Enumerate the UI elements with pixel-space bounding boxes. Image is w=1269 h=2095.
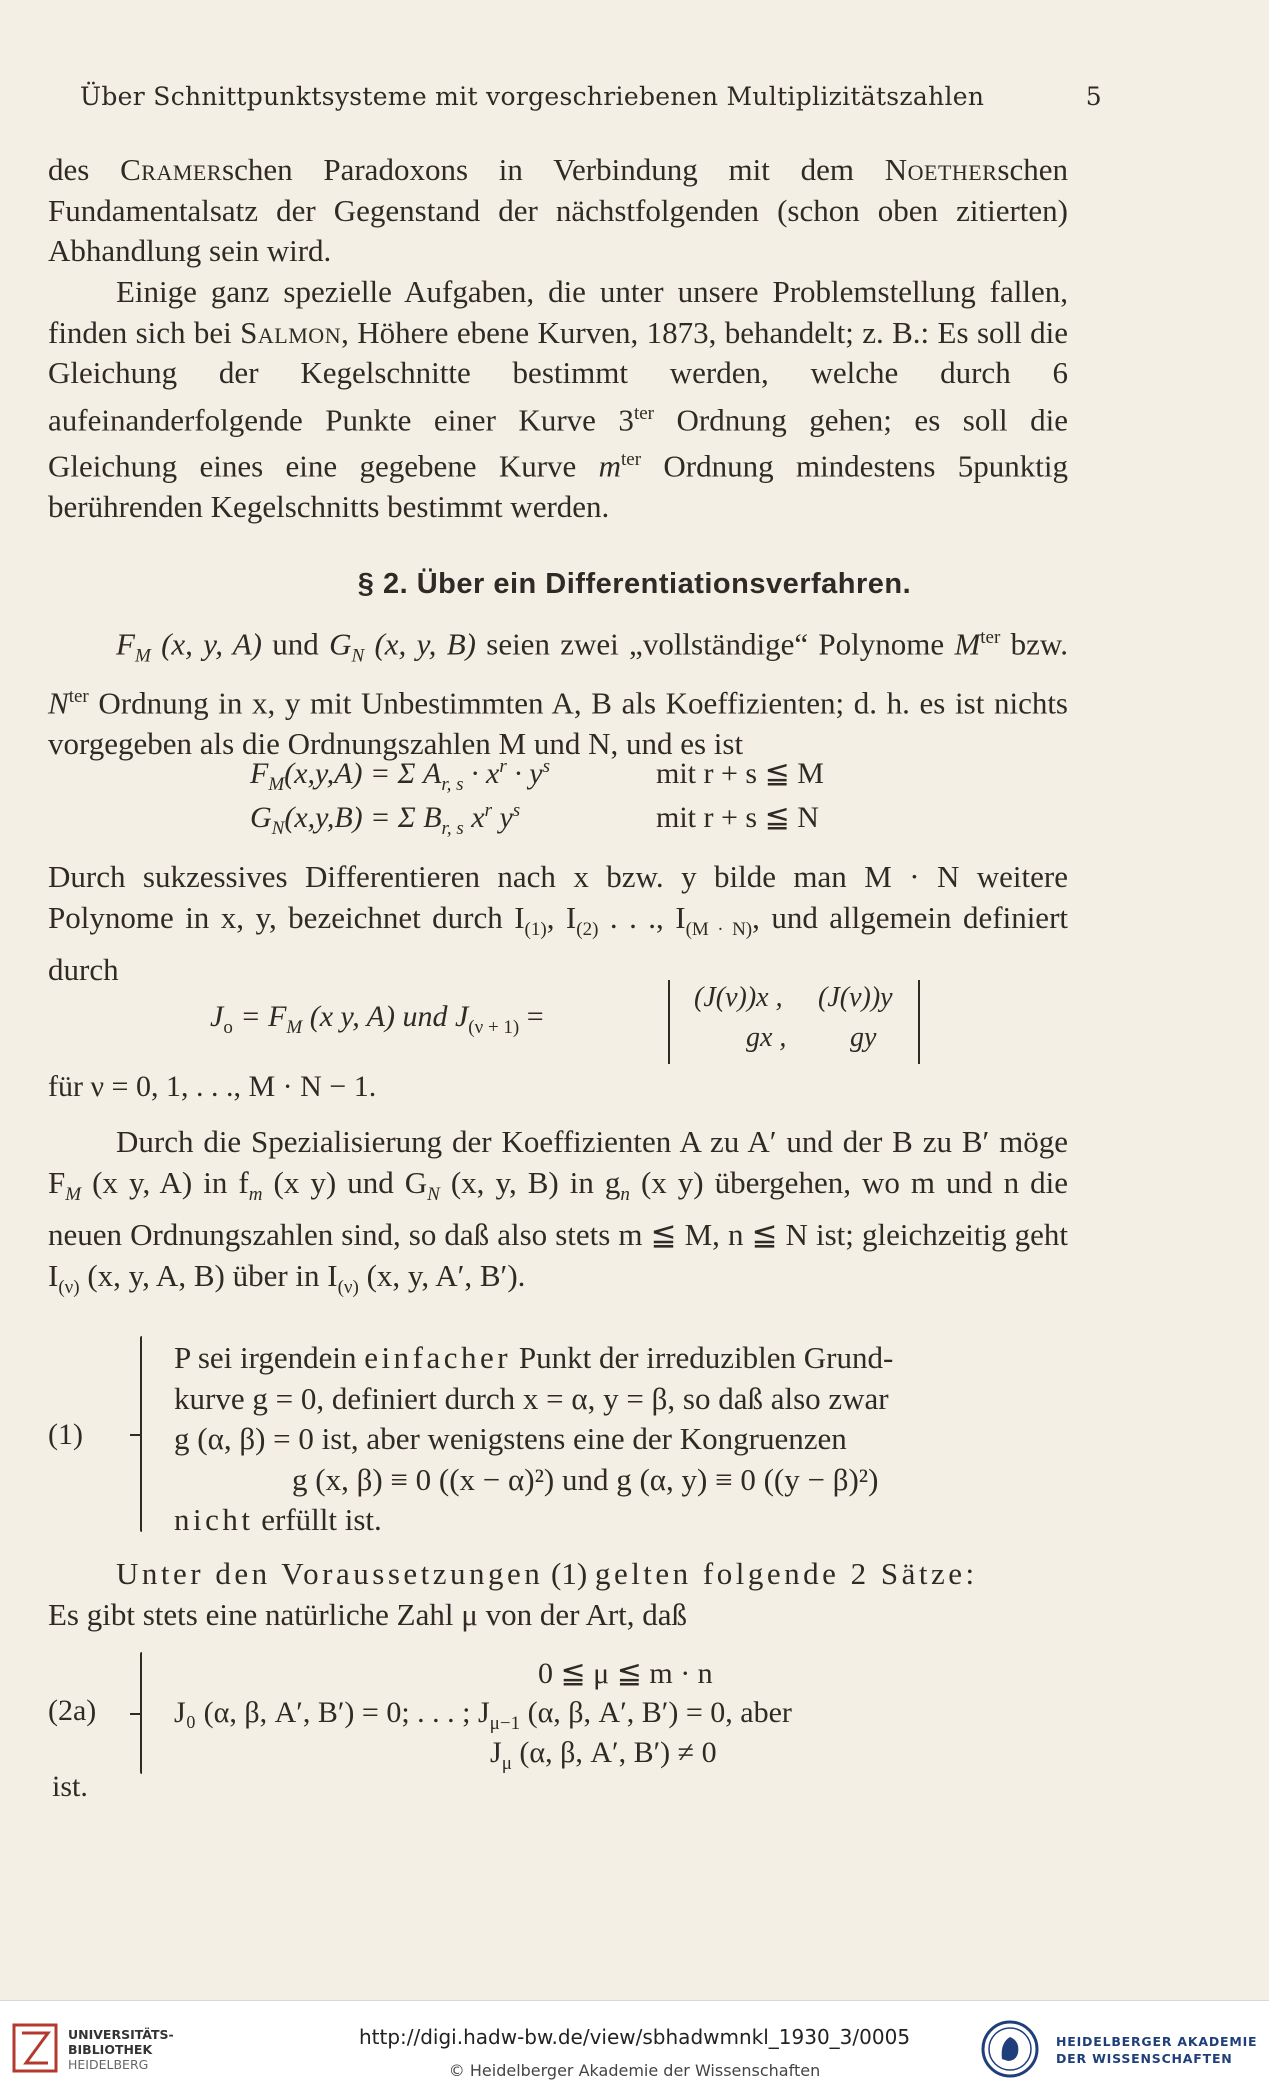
hadw-logo-link[interactable]: [980, 2019, 1260, 2079]
condition-2a-line1: 0 ≦ μ ≦ m · n: [538, 1657, 713, 1690]
condition-1-label: (1): [48, 1418, 83, 1451]
condition-1: P sei irgendein einfacher Punkt der irreduziblen Grund- kurve g = 0, definiert durch x = α, y = β, so daß also zwar g (α, β) = 0 ist, aber wenigstens eine der Kongruenzen g (x, β) ≡ 0 ((x − α)²) und g (α, y) ≡ 0 ((y − β)²) nicht erfüllt ist.: [174, 1340, 894, 1537]
copyright-text: © Heidelberger Akademie der Wissenschaften: [448, 2061, 821, 2080]
hadw-name: HEIDELBERGER AKADEMIE DER WISSENSCHAFTEN: [1056, 2034, 1258, 2066]
section-heading: § 2. Über ein Differentiationsverfahren.: [357, 568, 912, 600]
paragraph-2: Einige ganz spezielle Aufgaben, die unter unsere Problemstellung fallen, finden sich bei Salmon, Höhere ebene Kurven, 1873, behandelt; z. B.: Es soll die Gleichung der Kegelschnitte bestimmt werden, welche durch 6 aufeinanderfolgende Punkte einer Kurve $3^{ter}$ Ordnung gehen; es soll die Gleichung eines eine gegebene Kurve $m^{ter}$ Ordnung mindestens 5punktig berührenden Kegelschnitts bestimmt werden.: [48, 274, 1069, 525]
condition-1-brace: [140, 1336, 142, 1532]
name-noether: Noether: [884, 152, 998, 187]
determinant: [668, 980, 920, 1064]
page-number: 5: [1085, 82, 1102, 111]
condition-2a-line3: $J_\mu$ (α, β, A′, B′) ≠ 0: [490, 1736, 717, 1774]
paragraph-3: $F_M$ (x, y, A) und $G_N$ (x, y, B) seien zwei „vollständige“ Polynome $M^{ter}$ bzw. $N^{ter}$ Ordnung in x, y mit Unbestimmten A, B als Koeffizienten; d. h. es ist nichts vorgegeben als die Ordnungszahlen M und N, und es ist: [48, 626, 1068, 761]
running-head-title: Über Schnittpunktsysteme mit vorgeschriebenen Multiplizitätszahlen: [80, 82, 985, 111]
footer-bar: [0, 2000, 1269, 2095]
equation-F-condition: mit r + s ≦ M: [656, 757, 824, 790]
condition-2a-line2: J₀ (α, β, A′, B′) = 0; . . . ; $J_{\mu-1}$ (α, β, A′, B′) = 0, aber: [174, 1696, 792, 1734]
condition-2a-label: (2a): [48, 1694, 97, 1727]
source-url-link[interactable]: http://digi.hadw-bw.de/view/sbhadwmnkl_1930_3/0005: [358, 2025, 911, 2049]
ist-text: ist.: [52, 1770, 88, 1803]
ub-name: UNIVERSITÄTS- BIBLIOTHEK HEIDELBERG: [68, 2027, 174, 2072]
equation-G: $G_N(x,y,B) = \Sigma$ $B_{r, s}$ $x^r$ $y^s$: [250, 800, 521, 839]
paragraph-5: Durch die Spezialisierung der Koeffizienten A zu A′ und der B zu B′ möge $F_M$ (x y, A) in $f_m$ (x y) und $G_N$ (x, y, B) in $g_n$ (x y) übergehen, wo m und n die neuen Ordnungszahlen sind, so daß also stets m ≦ M, n ≦ N ist; gleichzeitig geht $I_{(\nu)}$ (x, y, A, B) über in $I_{(\nu)}$ (x, y, A′, B′).: [48, 1124, 1068, 1298]
name-salmon: Salmon: [240, 314, 342, 350]
running-head: [80, 82, 1102, 111]
det-r1c1: (J(ν))x ,: [694, 982, 783, 1013]
equation-J: $J_o = F_M$ (x y, A) und $J_{(\nu + 1)}$ =: [210, 1000, 544, 1038]
det-r1c2: (J(ν))y: [818, 982, 893, 1013]
paragraph-4: Durch sukzessives Differentieren nach x bzw. y bilde man M · N weitere Polynome in x, y, bezeichnet durch $I_{(1)}$, $I_{(2)}$ . . ., $I_{(M \cdot N)}$, und allgemein definiert durch: [48, 859, 1068, 988]
paragraph-6: Unter den Voraussetzungen (1) gelten folgende 2 Sätze: Es gibt stets eine natürliche Zahl μ von der Art, daß: [48, 1556, 978, 1632]
condition-2a-brace: [140, 1652, 142, 1774]
name-cramer: Cramer: [120, 152, 223, 187]
det-r2c2: gy: [850, 1022, 877, 1053]
hadw-seal-icon: [980, 2019, 1040, 2079]
equation-G-condition: mit r + s ≦ N: [656, 801, 819, 834]
det-r2c1: gx ,: [746, 1022, 787, 1053]
equation-F: $F_M(x,y,A) = \Sigma$ $A_{r, s} \cdot x^r \cdot y^s$: [250, 756, 550, 795]
paragraph-1: des Cramerschen Paradoxons in Verbindung mit dem Noetherschen Fundamentalsatz der Gegenstand der nächstfolgenden (schon oben zitierten) Abhandlung sein wird.: [48, 152, 1068, 268]
equation-J-range: für ν = 0, 1, . . ., M · N − 1.: [48, 1070, 377, 1103]
